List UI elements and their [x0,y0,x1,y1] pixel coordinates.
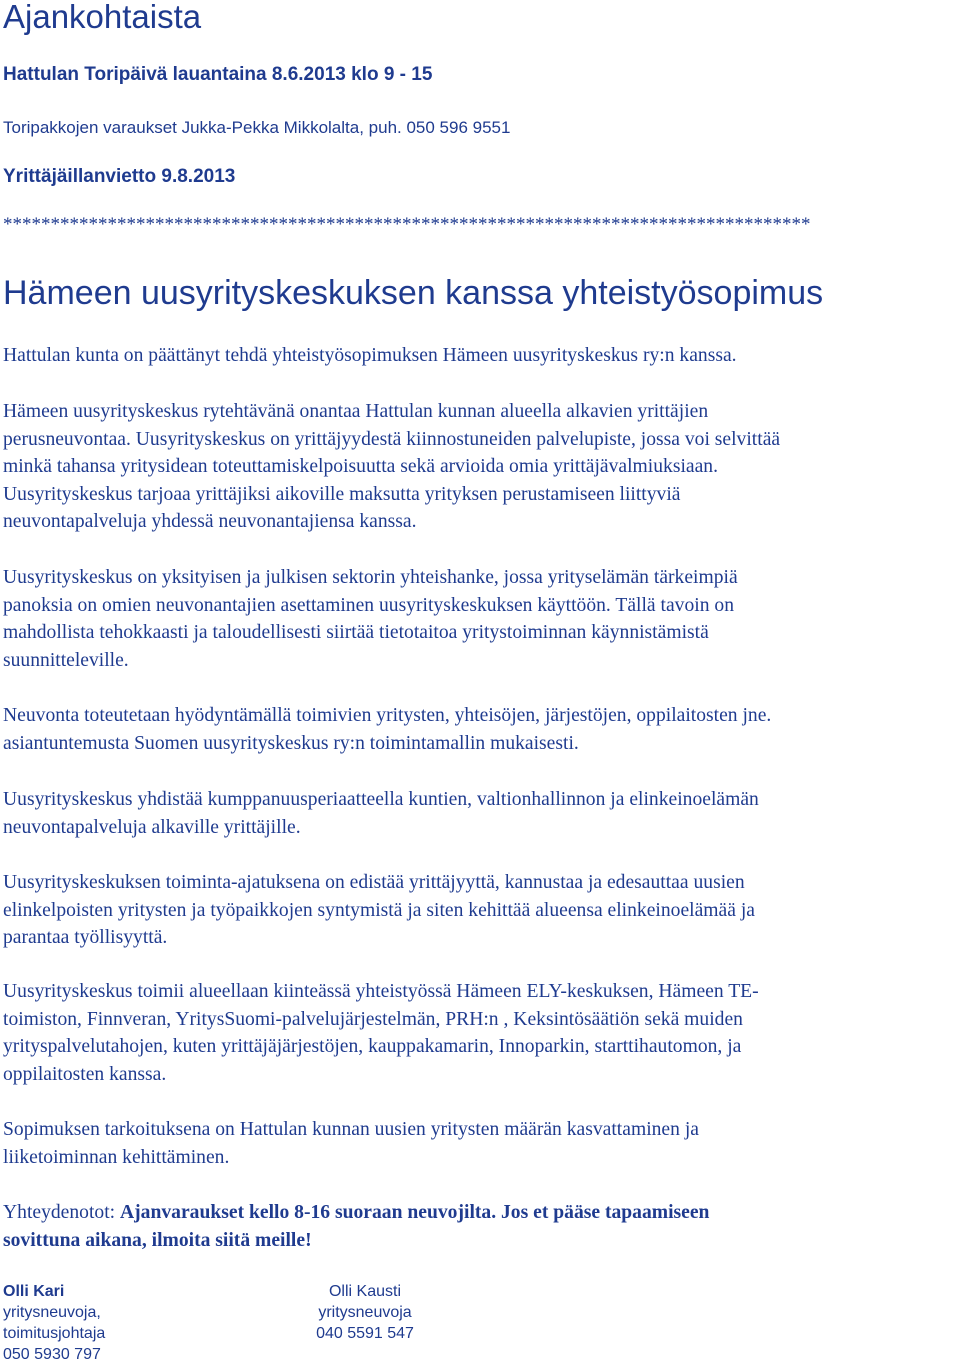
paragraph-line: oppilaitosten kanssa. [3,1063,167,1085]
signature-role-secondary: toimitusjohtaja [3,1325,106,1342]
paragraph-partnership [3,564,953,674]
paragraph-line: Uusyrityskeskuksen toiminta-ajatuksena on edistää yrittäjyyttä, kannustaa ja edesauttaa uusien [3,872,745,893]
paragraph-line: neuvontapalveluja alkaville yrittäjille. [3,816,301,838]
paragraph-line: neuvontapalveluja yhdessä neuvonantajiensa kanssa. [3,511,417,532]
paragraph-line: Hattulan kunta on päättänyt tehdä yhteistyösopimuksen Hämeen uusyrityskeskus ry:n kanssa. [3,345,737,366]
paragraph-line: liiketoiminnan kehittäminen. [3,1146,230,1168]
paragraph-line: perusneuvontaa. Uusyrityskeskus on yrittäjyydestä kiinnostuneiden palvelupiste, jossa voi selvittää [3,428,781,450]
paragraph-combines [3,786,953,841]
paragraph-line: panoksia on omien neuvonantajien asettaminen uusyrityskeskuksen käyttöön. Tällä tavoin on [3,594,734,616]
paragraph-line: asiantuntemusta Suomen uusyrityskeskus ry:n toimintamallin mukaisesti. [3,732,579,754]
booking-info: Toripakkojen varaukset Jukka-Pekka Mikkolalta, puh. 050 596 9551 [3,118,511,137]
paragraph-line: Neuvonta toteutetaan hyödyntämällä toimivien yritysten, yhteisöjen, järjestöjen, oppilaitosten jne. [3,705,772,726]
signature-right [310,1281,420,1344]
contact-prefix: Yhteydenotot: [3,1202,120,1223]
paragraph-line: suunnitteleville. [3,649,129,671]
paragraph-cooperation [3,978,953,1088]
contact-line-1 [3,1199,953,1227]
paragraph-mission [3,869,953,952]
paragraph-role [3,398,953,536]
paragraph-line: mahdollista tehokkaasti ja taloudellisesti siirtää tietotaitoa yritystoiminnan käynnistämistä [3,622,709,643]
paragraph-line: minkä tahansa yritysidean toteuttamiskelpoisuutta sekä arvioida omia yrittäjävalmiuksiaan. [3,456,718,477]
paragraph-line: Sopimuksen tarkoituksena on Hattulan kunnan uusien yritysten määrän kasvattaminen ja [3,1119,699,1140]
signature-name: Olli Kari [3,1283,65,1300]
paragraph-line: Uusyrityskeskus yhdistää kumppanuusperiaatteella kuntien, valtionhallinnon ja elinkeinoelämän [3,789,759,810]
paragraph-line: Uusyrityskeskus tarjoaa yrittäjiksi aikoville maksutta yrityksen perustamiseen liittyviä [3,483,681,505]
signature-role: yritysneuvoja [318,1304,412,1321]
paragraph-line: Hämeen uusyrityskeskus rytehtävänä onantaa Hattulan kunnan alueella alkavien yrittäjien [3,401,709,422]
signature-phone: 050 5930 797 [3,1346,101,1363]
paragraph-line: yrityspalvelutahojen, kuten yrittäjäjärjestöjen, kauppakamarin, Innoparkin, starttihautomon, ja [3,1036,742,1057]
contact-bold-1: Ajanvaraukset kello 8-16 suoraan neuvojilta. Jos et pääse tapaamiseen [120,1202,710,1223]
paragraph-intro [3,342,953,370]
paragraph-line: Uusyrityskeskus on yksityisen ja julkisen sektorin yhteishanke, jossa yrityselämän tärkeimpiä [3,567,738,588]
paragraph-line: toimiston, Finnveran, YritysSuomi-palvelujärjestelmän, PRH:n , Keksintösäätiön sekä muiden [3,1008,743,1030]
article-title: Hämeen uusyrityskeskuksen kanssa yhteistyösopimus [3,274,824,312]
paragraph-line: Uusyrityskeskus toimii alueellaan kiinteässä yhteistyössä Hämeen ELY-keskuksen, Hämeen TE- [3,981,759,1002]
contact-block [3,1199,953,1254]
paragraph-advice [3,702,953,757]
contact-bold-2: sovittuna aikana, ilmoita siitä meille! [3,1229,312,1251]
evening-event: Yrittäjäillanvietto 9.8.2013 [3,166,236,187]
signature-phone: 040 5591 547 [316,1325,414,1342]
signature-left [3,1281,105,1365]
separator-line: ************************************************************************************* [3,214,811,235]
page-heading: Ajankohtaista [3,0,202,35]
paragraph-line: elinkelpoisten yritysten ja työpaikkojen syntymistä ja siten kehittää alueensa elinkeinoelämää ja [3,899,755,921]
event-title: Hattulan Toripäivä lauantaina 8.6.2013 klo 9 - 15 [3,64,433,85]
signature-name: Olli Kausti [328,1283,402,1300]
paragraph-line: parantaa työllisyyttä. [3,927,168,948]
paragraph-purpose [3,1116,953,1171]
signature-role: yritysneuvoja, [3,1304,101,1321]
